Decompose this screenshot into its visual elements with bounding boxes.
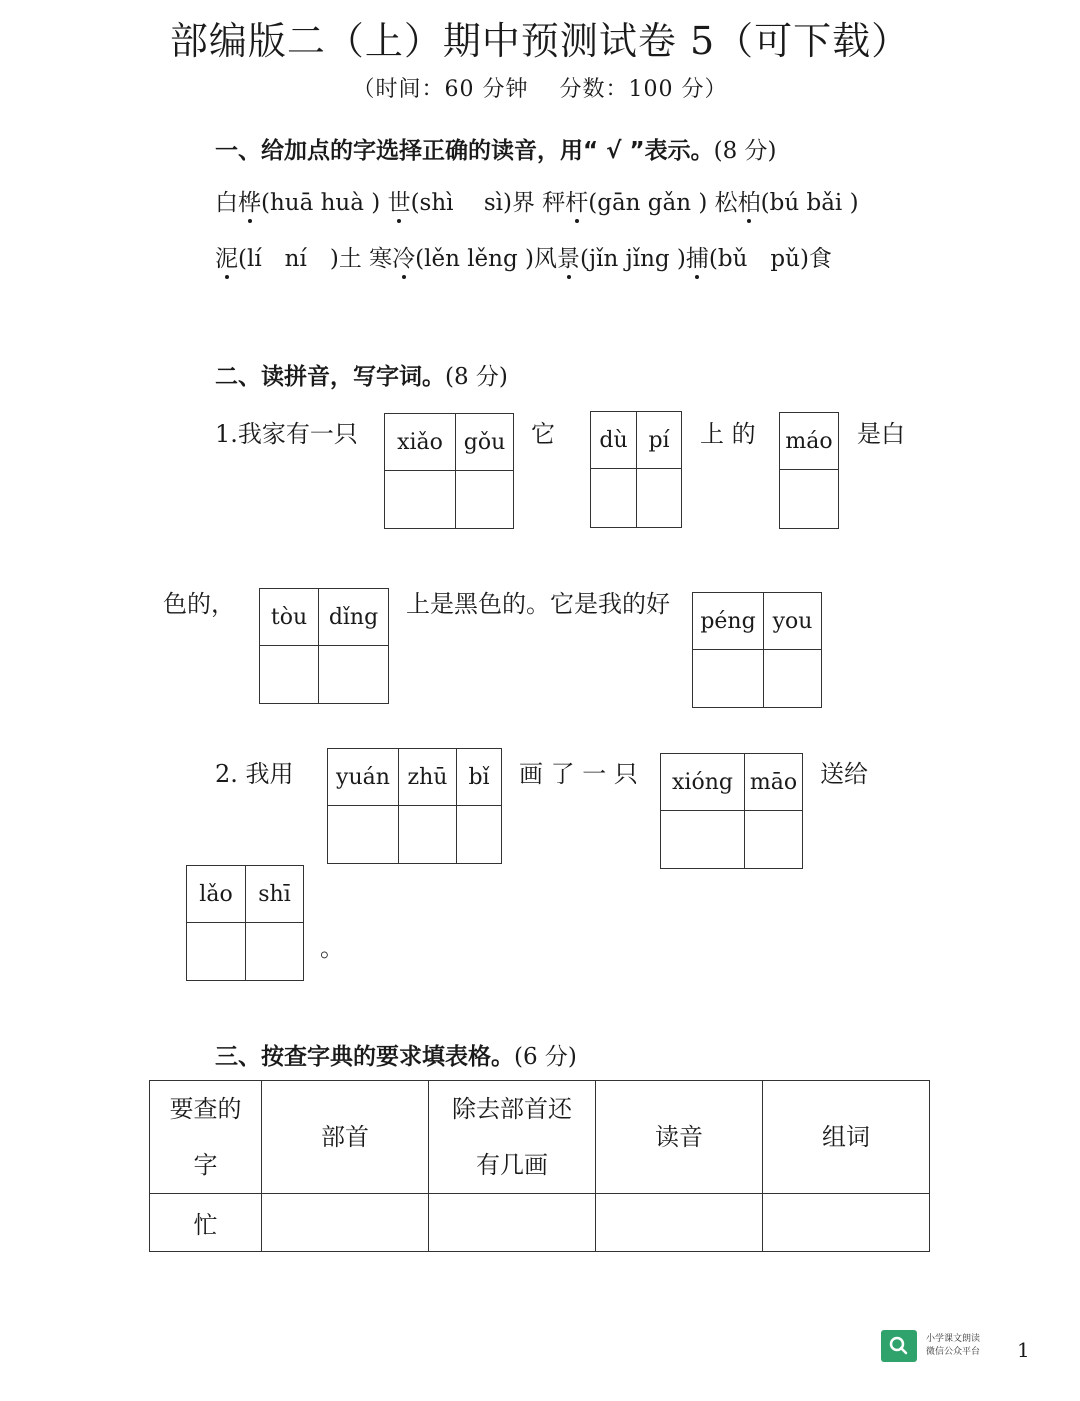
pinyin-label: pí (637, 412, 681, 469)
pinyin-label: dǐng (319, 589, 388, 646)
write-box[interactable] (637, 469, 681, 527)
section-1-score: (8 分) (713, 138, 777, 164)
pinyin-label: tòu (260, 589, 318, 646)
write-box[interactable] (246, 923, 303, 980)
write-box[interactable] (328, 806, 398, 863)
q1-prefix: 1.我家有一只 (215, 420, 358, 448)
section-1-line-2 (215, 240, 832, 273)
pinyin-label: you (764, 593, 821, 650)
logo-line-2: 微信公众平台 (926, 1347, 981, 1357)
pinyin-label: gǒu (456, 414, 513, 471)
write-box[interactable] (780, 470, 838, 528)
q1-text-1: 它 (531, 420, 555, 448)
section-1-heading (215, 132, 776, 165)
exam-info: （时间：60 分钟 分数：100 分） (352, 77, 728, 102)
pinyin-label: shī (246, 866, 303, 923)
pinyin-grid-yuan-zhu-bi[interactable] (327, 748, 502, 864)
header-strokes: 除去部首还 有几画 (429, 1081, 596, 1194)
logo-caption (926, 1333, 980, 1359)
cell-radical-input[interactable] (262, 1194, 429, 1252)
pinyin-grid-du-pi[interactable] (590, 411, 682, 528)
search-icon (881, 1330, 917, 1362)
pinyin-label: zhū (399, 749, 456, 806)
pinyin-label: xióng (661, 754, 744, 811)
pinyin-label: péng (693, 593, 763, 650)
table-row (150, 1194, 930, 1252)
header-radical: 部首 (262, 1081, 429, 1194)
pinyin-grid-xiong-mao[interactable] (660, 753, 803, 869)
write-box[interactable] (319, 646, 388, 703)
write-box[interactable] (693, 650, 763, 707)
write-box[interactable] (385, 471, 455, 528)
pinyin-label: xiǎo (385, 414, 455, 471)
cell-char: 忙 (150, 1194, 262, 1252)
q1-text-5: 上是黑色的。它是我的好 (406, 590, 670, 618)
item: 世(shì sì)界 (388, 190, 543, 216)
pinyin-grid-mao[interactable] (779, 412, 839, 529)
q1-text-2: 上 的 (700, 420, 756, 448)
cell-words-input[interactable] (763, 1194, 930, 1252)
q1-text-3: 是白 (857, 420, 905, 448)
write-box[interactable] (457, 806, 501, 863)
write-box[interactable] (187, 923, 245, 980)
section-3-heading (215, 1038, 577, 1071)
pinyin-label: lǎo (187, 866, 245, 923)
pinyin-label: dù (591, 412, 636, 469)
pinyin-grid-xiao-gou[interactable] (384, 413, 514, 529)
section-2-score: (8 分) (445, 364, 508, 390)
page-title: 部编版二（上）期中预测试卷 5（可下载） (169, 19, 911, 63)
write-box[interactable] (399, 806, 456, 863)
pinyin-grid-lao-shi[interactable] (186, 865, 304, 981)
pinyin-label: yuán (328, 749, 398, 806)
write-box[interactable] (745, 811, 802, 868)
section-3-title: 三、按查字典的要求填表格。 (215, 1044, 514, 1070)
pinyin-grid-peng-you[interactable] (692, 592, 822, 708)
table-header-row (150, 1081, 930, 1194)
pinyin-label: māo (745, 754, 802, 811)
item: 寒冷(lěn lěng ) (369, 246, 534, 272)
write-box[interactable] (661, 811, 744, 868)
item: 风景(jǐn jǐng ) (534, 246, 686, 272)
write-box[interactable] (456, 471, 513, 528)
section-1-title: 一、给加点的字选择正确的读音，用“ √ ”表示。 (215, 138, 714, 164)
section-1-line-1 (215, 184, 859, 217)
header-words: 组词 (763, 1081, 930, 1194)
dictionary-table (149, 1080, 930, 1252)
header-pronunciation: 读音 (596, 1081, 763, 1194)
cell-strokes-input[interactable] (429, 1194, 596, 1252)
cell-pronunciation-input[interactable] (596, 1194, 763, 1252)
write-box[interactable] (591, 469, 636, 527)
item: 秤杆(gān gǎn ) (542, 190, 714, 216)
q2-text-2: 送给 (820, 760, 868, 788)
q2-end: 。 (320, 934, 344, 962)
section-2-title: 二、读拼音，写字词。 (215, 364, 445, 390)
q2-text-1: 画 了 一 只 (519, 760, 638, 788)
section-2-heading (215, 358, 508, 391)
wechat-search-logo (881, 1330, 917, 1362)
page-number: 1 (1017, 1338, 1030, 1362)
pinyin-label: máo (780, 413, 838, 470)
item: 捕(bǔ pǔ)食 (686, 246, 832, 272)
section-3-score: (6 分) (514, 1044, 577, 1070)
logo-line-1: 小学课文朗读 (926, 1334, 981, 1344)
write-box[interactable] (260, 646, 318, 703)
write-box[interactable] (764, 650, 821, 707)
item: 松柏(bú bǎi ) (715, 190, 859, 216)
q2-prefix: 2. 我用 (215, 760, 294, 788)
header-char: 要查的 字 (150, 1081, 262, 1194)
item: 白桦(huā huà ) (215, 190, 388, 216)
item: 泥(lí ní )土 (215, 246, 369, 272)
pinyin-grid-tou-ding[interactable] (259, 588, 389, 704)
q1-text-4: 色的， (163, 590, 235, 618)
pinyin-label: bǐ (457, 749, 501, 806)
